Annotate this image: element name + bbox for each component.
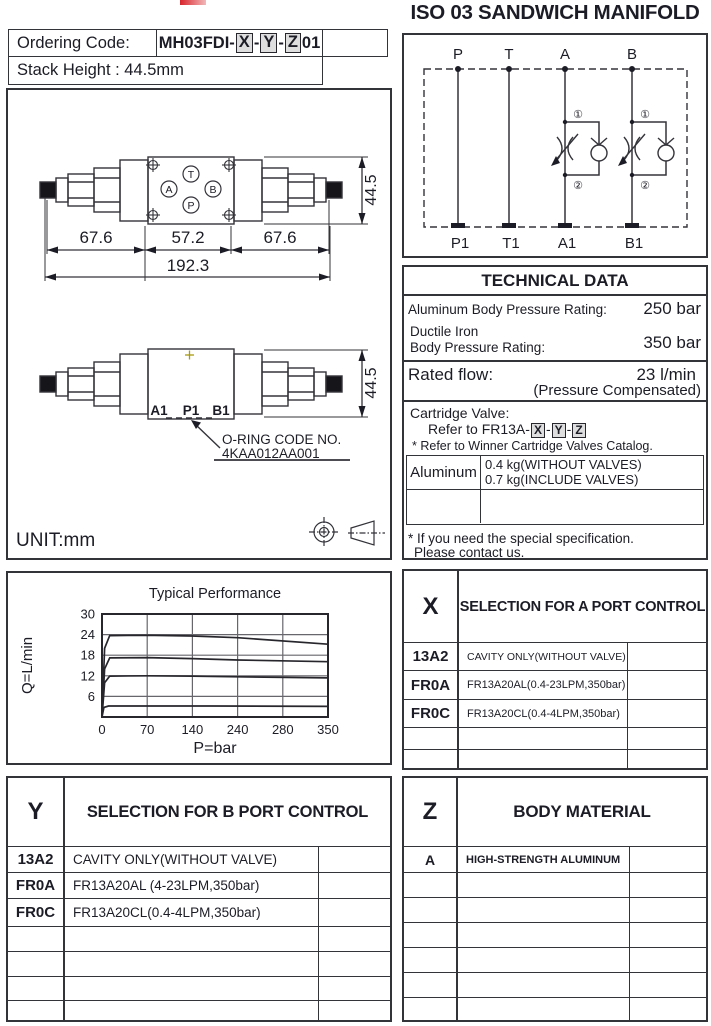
body-material-table [402, 776, 708, 1022]
alu-pressure-label: Aluminum Body Pressure Rating: [408, 302, 607, 317]
technical-data-panel [402, 265, 708, 560]
body-material-empty-row [404, 947, 706, 972]
ductile-value: 350 bar [643, 333, 701, 352]
ordering-code-empty-cell [323, 30, 387, 56]
divider-2 [404, 400, 706, 402]
right-adjuster-knob-side [262, 362, 342, 406]
datum-plus-icon [185, 351, 194, 360]
selection-y-code-fr0a: FR0A [8, 873, 65, 898]
cartridge-z-box: Z [572, 423, 585, 438]
selection-x-code-fr0a: FR0A [404, 671, 459, 699]
port-letter-t: T [187, 169, 195, 181]
y-tick-label: 12 [80, 668, 95, 684]
weight-empty-cell-2 [481, 490, 703, 523]
oring-code-label: O-RING CODE NO. [222, 432, 342, 447]
body-material-empty-row [404, 897, 706, 922]
cartridge-valve-ref: Refer to FR13A- X - Y - Z [428, 421, 587, 438]
weight-table [406, 455, 704, 525]
rated-flow-value: 23 l/min [636, 365, 696, 384]
dim-center-label: 57.2 [171, 228, 205, 247]
selection-y-code-fr0c: FR0C [8, 899, 65, 926]
selection-x-table [402, 569, 708, 770]
selection-y-empty-row [8, 976, 390, 1000]
ordering-code-value: MH03FDI- X - Y - Z 01 [157, 30, 323, 56]
manifold-boundary-dashes [424, 69, 687, 227]
ordering-code-label [9, 30, 157, 56]
performance-chart [8, 573, 390, 763]
ordering-code-y-box: Y [260, 33, 277, 52]
ordering-code-x-box: X [236, 33, 253, 52]
schematic-marker-2-a: ② [573, 180, 583, 192]
schematic-port-t1: T1 [502, 235, 520, 252]
hydraulic-schematic-panel [402, 33, 708, 258]
divider-1 [404, 360, 706, 362]
y-tick-label: 6 [87, 688, 95, 704]
dim-overall-label: 192.3 [166, 256, 210, 275]
body-material-row-a [404, 846, 706, 872]
selection-x-code-header: X [404, 571, 459, 642]
selection-y-desc-13a2: CAVITY ONLY(WITHOUT VALVE) [73, 852, 278, 867]
selection-x-empty-row [404, 749, 706, 768]
selection-y-table [6, 776, 392, 1022]
schematic-port-a: A [559, 46, 571, 63]
projection-target-icon [308, 516, 340, 548]
selection-y-code-13a2: 13A2 [8, 847, 65, 872]
schematic-port-b: B [626, 46, 638, 63]
side-label-p1: P1 [182, 403, 200, 418]
cartridge-valve-label: Cartridge Valve: [410, 405, 510, 421]
cartridge-ref-prefix: Refer to FR13A- [428, 421, 530, 437]
y-tick-label: 24 [80, 627, 95, 643]
weight-values-cell [481, 456, 703, 489]
chart-ylabel: Q=L/min [19, 636, 36, 695]
schematic-marker-2-b: ② [640, 180, 650, 192]
weight-material-text: Aluminum [410, 464, 477, 481]
stack-height-text: Stack Height : 44.5mm [17, 61, 184, 79]
selection-x-desc-13a2: CAVITY ONLY(WITHOUT VALVE) [467, 650, 626, 663]
selection-y-row-fr0a [8, 872, 390, 898]
body-material-note-a [629, 847, 706, 872]
selection-y-row-fr0c [8, 898, 390, 926]
valve-left-flange-side [120, 354, 148, 414]
x-tick-label: 350 [317, 722, 339, 737]
valve-side-view-drawing [8, 332, 392, 467]
valve-right-flange-side [234, 354, 262, 414]
selection-y-note-fr0a [318, 873, 390, 898]
selection-x-title: SELECTION FOR A PORT CONTROL [459, 598, 706, 615]
ductile-label-1: Ductile Iron [410, 324, 479, 339]
x-tick-label: 0 [98, 722, 106, 737]
weight-empty-cell-1 [407, 490, 481, 523]
schematic-port-a1: A1 [557, 235, 577, 252]
performance-chart-panel [6, 571, 392, 765]
body-material-empty-row [404, 997, 706, 1020]
ordering-code-z-box: Z [285, 33, 301, 52]
cartridge-note: * Refer to Winner Cartridge Valves Catalog. [412, 439, 653, 453]
dim-right-label: 67.6 [263, 228, 297, 247]
projection-frustum-icon [348, 520, 386, 546]
selection-x-code-13a2: 13A2 [404, 643, 459, 670]
cartridge-y-box: Y [552, 423, 566, 438]
chart-xlabel: P=bar [193, 740, 237, 757]
port-nodes [451, 66, 639, 228]
alu-pressure-value: 250 bar [643, 299, 701, 318]
oring-code-number: 4KAA012AA001 [222, 446, 320, 461]
valve-left-flange [120, 160, 148, 221]
hydraulic-schematic [404, 35, 706, 256]
dimension-extension-lines-side [264, 350, 368, 417]
selection-y-desc-fr0c: FR13A20CL(0.4-4LPM,350bar) [73, 905, 261, 920]
selection-x-desc-fr0a: FR13A20AL(0.4-23LPM,350bar) [467, 679, 626, 691]
selection-y-desc-fr0a: FR13A20AL (4-23LPM,350bar) [73, 878, 260, 893]
selection-x-desc-fr0c: FR13A20CL(0.4-4LPM,350bar) [467, 707, 620, 720]
technical-data-header: TECHNICAL DATA [404, 267, 706, 296]
cartridge-x-box: X [531, 423, 545, 438]
series-flow-setting-3-lpm [102, 706, 328, 717]
rated-flow-label: Rated flow: [408, 365, 494, 384]
right-adjuster-knob [262, 168, 342, 212]
body-material-empty-row [404, 922, 706, 947]
schematic-marker-1-a: ① [573, 109, 583, 121]
ordering-code-prefix: MH03FDI- [158, 33, 235, 52]
selection-x-note-fr0a [627, 671, 706, 699]
ordering-code-table [8, 29, 388, 85]
dim-left-label: 67.6 [79, 228, 113, 247]
weight-line-2: 0.7 kg(INCLUDE VALVES) [485, 472, 639, 487]
schematic-port-p: P [452, 46, 464, 63]
ordering-code-suffix: 01 [301, 33, 321, 52]
x-tick-label: 280 [271, 722, 294, 737]
y-tick-label: 18 [80, 647, 95, 663]
selection-x-code-fr0c: FR0C [404, 700, 459, 727]
special-spec-note-2: Please contact us. [414, 545, 525, 560]
selection-y-row-13a2 [8, 846, 390, 872]
rated-flow-note: (Pressure Compensated) [533, 382, 701, 399]
dim-height-label-side: 44.5 [363, 367, 380, 399]
selection-x-row-fr0a [404, 670, 706, 699]
oring-leader-line [195, 424, 220, 448]
valve-right-flange [234, 160, 262, 221]
selection-x-row-fr0c [404, 699, 706, 727]
side-label-b1: B1 [212, 403, 230, 418]
x-tick-label: 140 [181, 722, 204, 737]
selection-y-empty-row [8, 926, 390, 951]
left-adjuster-knob [40, 168, 120, 212]
x-tick-label: 70 [139, 722, 155, 737]
left-adjuster-knob-side [40, 362, 120, 406]
selection-x-empty-row [404, 727, 706, 749]
ordering-code-label-text: Ordering Code: [17, 33, 130, 52]
page-title: ISO 03 SANDWICH MANIFOLD [410, 1, 700, 24]
selection-y-title: SELECTION FOR B PORT CONTROL [86, 802, 369, 821]
schematic-port-b1: B1 [624, 235, 644, 252]
dim-height-label: 44.5 [363, 174, 380, 206]
selection-y-note-fr0c [318, 899, 390, 926]
unit-label: UNIT:mm [16, 530, 96, 551]
selection-y-empty-row [8, 951, 390, 976]
port-letter-b: B [209, 184, 217, 196]
series-flow-setting-17-lpm [102, 658, 328, 717]
weight-line-1: 0.4 kg(WITHOUT VALVES) [485, 457, 642, 472]
dimension-drawing-panel [6, 88, 392, 560]
selection-x-note-13a2 [627, 643, 706, 670]
plot-frame [102, 614, 328, 717]
schematic-port-p1: P1 [450, 235, 470, 252]
body-material-code-a: A [404, 847, 458, 872]
port-letter-a: A [165, 184, 173, 196]
side-label-a1: A1 [150, 403, 168, 418]
selection-x-row-13a2 [404, 642, 706, 670]
logo-fragment [180, 0, 206, 5]
chart-title: Typical Performance [148, 586, 282, 602]
body-material-desc-a: HIGH-STRENGTH ALUMINUM [466, 853, 621, 866]
y-tick-label: 30 [80, 606, 95, 622]
body-material-empty-row [404, 972, 706, 997]
bolt-hole-icons [146, 158, 236, 222]
body-material-empty-row [404, 872, 706, 897]
special-spec-note-1: * If you need the special specification. [408, 531, 634, 546]
schematic-port-t: T [504, 46, 514, 63]
selection-y-empty-row [8, 1000, 390, 1020]
body-material-title: BODY MATERIAL [513, 802, 651, 821]
port-letter-p: P [187, 200, 195, 212]
selection-y-code-header: Y [8, 778, 65, 846]
selection-y-note-13a2 [318, 847, 390, 872]
body-material-code-header: Z [404, 778, 458, 846]
selection-x-note-fr0c [627, 700, 706, 727]
stack-height-row [8, 57, 323, 85]
x-tick-label: 240 [226, 722, 249, 737]
schematic-marker-1-b: ① [640, 109, 650, 121]
weight-material-cell [407, 456, 481, 489]
ductile-label-2: Body Pressure Rating: [410, 340, 546, 355]
valve-top-view-drawing [8, 140, 392, 290]
